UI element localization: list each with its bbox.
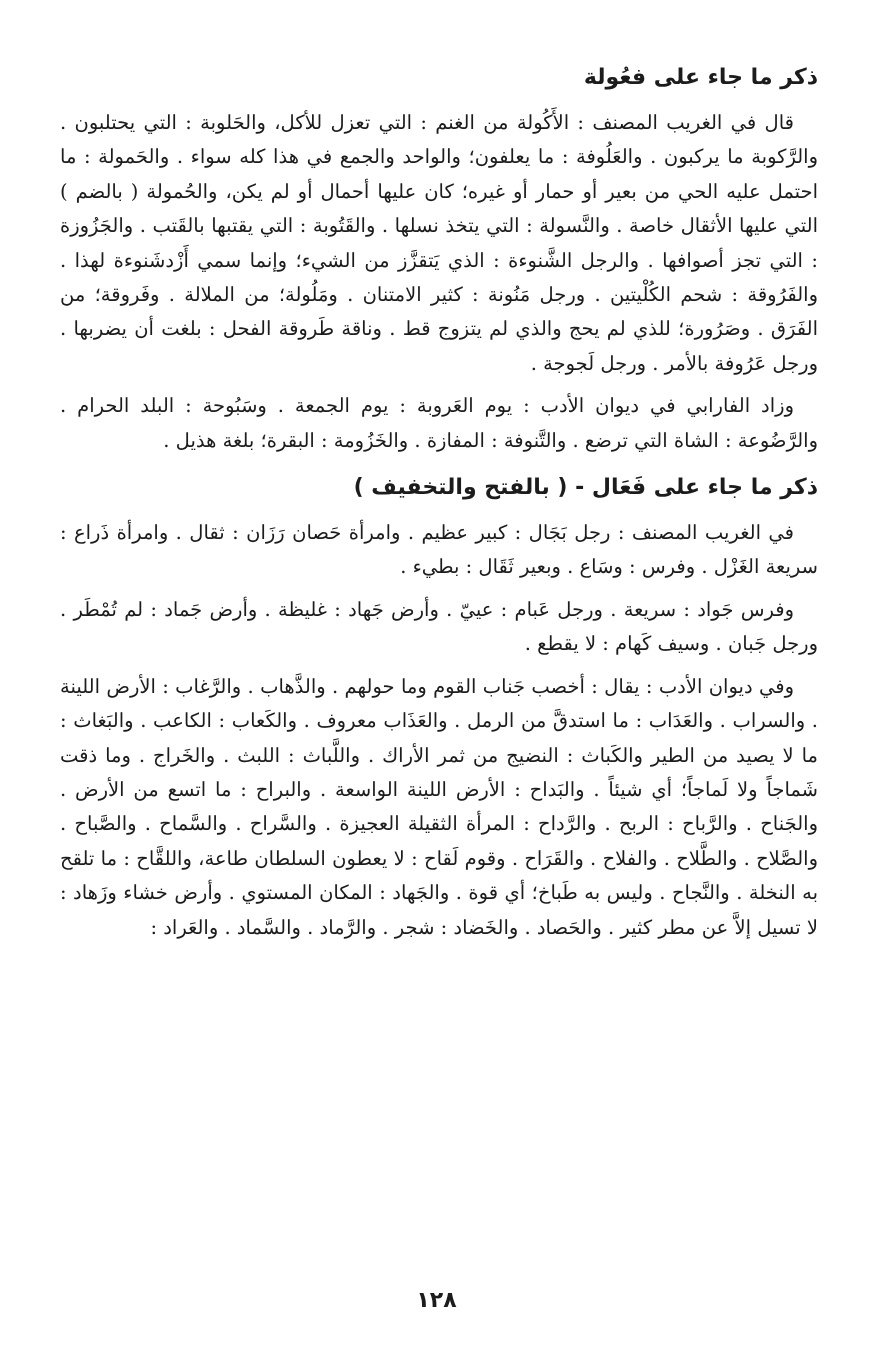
page-body: [60, 62, 818, 953]
paragraph: قال في الغريب المصنف : الأَكُولة من الغنم : التي تعزل للأكل، والحَلوبة : التي يحتلبون . والرَّكوبة ما يركبون . والعَلُوفة : ما يعلفون؛ والواحد والجمع في هذا كله سواء . والحَمولة : ما احتمل عليه الحي من بعير أو حمار أو غيره؛ كان عليها أحمال أو لم يكن، والحُمولة ( بالضم ) التي عليها الأثقال خاصة . والنَّسولة : التي يتخذ نسلها . والقَتُوبة : التي يقتبها بالقَتب . والجَزُوزة : التي تجز أصوافها . والرجل الشَّنوءة : الذي يَتقزَّز من الشيء؛ وإنما سمي أَزْدشَنوءة لهذا . والفَرُوقة : شحم الكُلْيتين . ورجل مَنُونة : كثير الامتنان . ومَلُولة؛ من الملالة . وفَروقة؛ من الفَرَق . وصَرُورة؛ للذي لم يحج والذي لم يتزوج قط . وناقة طَروقة الفحل : بلغت أن يضربها . ورجل عَرُوفة بالأمر . ورجل لَجوجة .: [60, 111, 818, 375]
paragraph: في الغريب المصنف : رجل بَجَال : كبير عظيم . وامرأة حَصان رَزَان : ثقال . وامرأة ذَراع : سريعة الغَزْل . وفرس : وسَاع . وبعير ثَقَال : بطيء .: [60, 521, 818, 579]
page-number: ١٢٨: [416, 1288, 457, 1313]
paragraph: وزاد الفارابي في ديوان الأدب : يوم العَروبة : يوم الجمعة . وسَبُوحة : البلد الحرام . والرَّضُوعة : الشاة التي ترضع . والتَّنوفة : المفازة . والخَزُومة : البقرة؛ بلغة هذيل .: [60, 394, 818, 452]
paragraph: وفي ديوان الأدب : يقال : أخصب جَناب القوم وما حولهم . والذَّهاب . والرَّغاب : الأرض اللينة . والسراب . والعَدَاب : ما استدقَّ من الرمل . والعَذَاب معروف . والكَعاب : الكاعب . والبَغاث : ما لا يصيد من الطير والكَباث : النضيج من ثمر الأراك . واللَّباث : اللبث . والخَراج . وما ذقت شَماجاً ولا لَماجاً؛ أي شيئاً . والبَداح : الأرض اللينة الواسعة . والبراح : ما اتسع من الأرض . والجَناح . والرَّباح : الربح . والرَّداح : المرأة الثقيلة العجيزة . والسَّراح . والسَّماح . والصَّباح . والصَّلاح . والطَّلاح . والفلاح . والقَرَاح . وقوم لَقاح : لا يعطون السلطان طاعة، واللقَّاح : ما تلقح به النخلة . والنَّجاح . وليس به طَباخ؛ أي قوة . والجَهاد : المكان المستوي . وأرض خشاء وزَهاد : لا تسيل إلاَّ عن مطر كثير . والحَصاد . والخَضاد : شجر . والرَّماد . والسَّماد . والعَراد :: [60, 674, 818, 939]
paragraph: وفرس جَواد : سريعة . ورجل عَبام : عييّ . وأرض جَهاد : غليظة . وأرض جَماد : لم تُمْطَر . ورجل جَبان . وسيف كَهام : لا يقطع .: [60, 597, 818, 656]
section-heading-fauula: ذكر ما جاء على فعُولة: [583, 65, 818, 90]
section-heading-faaal: ذكر ما جاء على فَعَال - ( بالفتح والتخفيف ): [353, 475, 818, 501]
